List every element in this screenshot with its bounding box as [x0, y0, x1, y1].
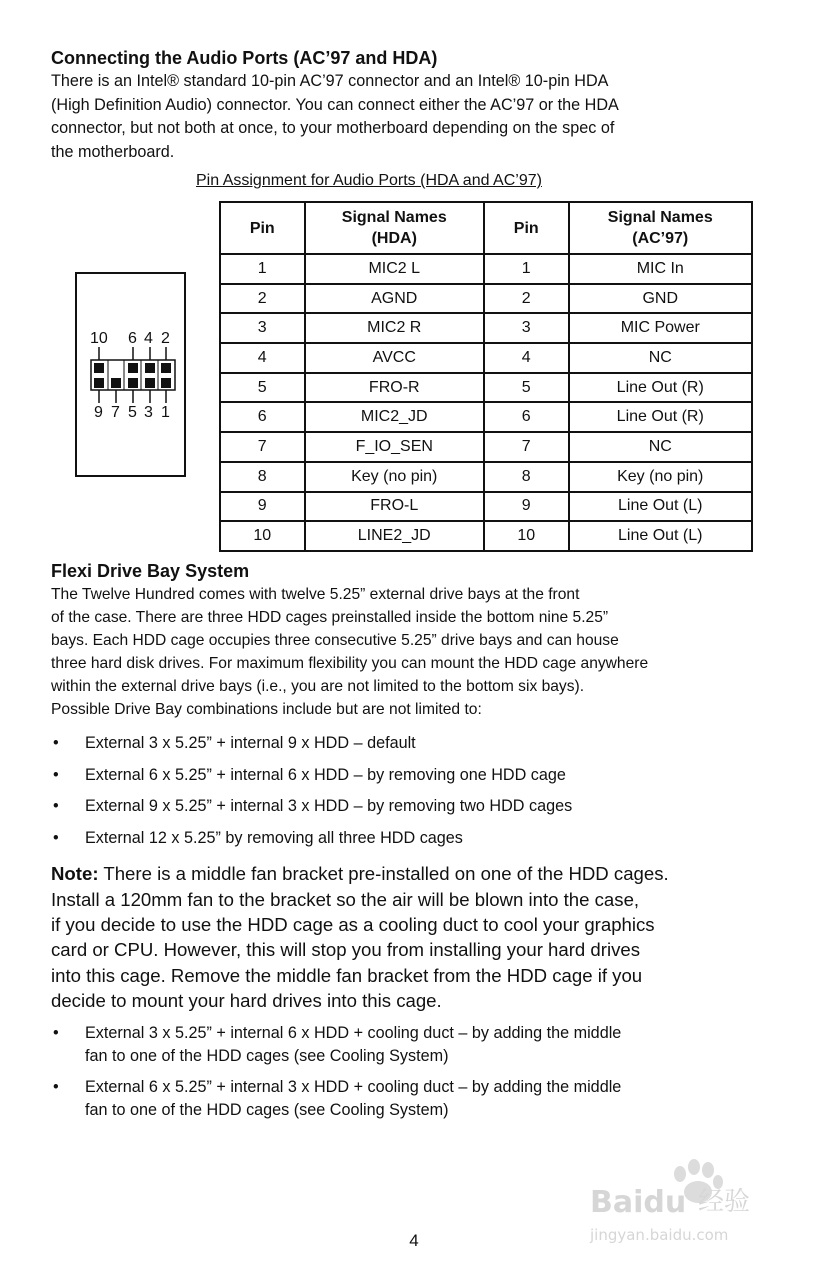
audio-paragraph — [51, 70, 776, 164]
note-line-1: There is a middle fan bracket pre-installed on one of the HDD cages. — [98, 863, 669, 885]
cell-signal-ac97: Key (no pin) — [569, 462, 753, 492]
header-signal-ac97: Signal Names (AC’97) — [569, 202, 753, 254]
pin-assignment-table — [219, 201, 753, 552]
table-row — [220, 313, 752, 343]
list-item — [51, 728, 781, 760]
bullet-text: fan to one of the HDD cages (see Cooling System) — [85, 1046, 449, 1065]
cell-pin-hda: 10 — [220, 521, 305, 551]
pin-6 — [128, 363, 138, 373]
cell-pin-ac97: 1 — [484, 254, 569, 284]
table-caption: Pin Assignment for Audio Ports (HDA and AC’97) — [196, 172, 542, 189]
cell-pin-ac97: 9 — [484, 492, 569, 522]
pin-label-1: 1 — [161, 404, 170, 421]
bullet-text: External 3 x 5.25” + internal 9 x HDD – default — [85, 734, 416, 752]
table-row — [220, 402, 752, 432]
pin-2 — [161, 363, 171, 373]
bullet-glyph: • — [53, 828, 59, 847]
pin-10 — [94, 363, 104, 373]
flexi-section — [51, 559, 781, 1121]
cell-pin-hda: 7 — [220, 432, 305, 462]
cell-pin-hda: 2 — [220, 284, 305, 314]
cell-signal-ac97: NC — [569, 432, 753, 462]
list-item — [51, 823, 781, 855]
table-row — [220, 343, 752, 373]
table-header-row — [220, 202, 752, 254]
flexi-line-6: Possible Drive Bay combinations include but are not limited to: — [51, 701, 482, 718]
cell-signal-ac97: MIC In — [569, 254, 753, 284]
bullet-text: External 6 x 5.25” + internal 6 x HDD – by removing one HDD cage — [85, 765, 566, 784]
flexi-line-5: within the external drive bays (i.e., you are not limited to the bottom six bays). — [51, 678, 585, 695]
pin-5 — [128, 378, 138, 388]
flexi-line-2: of the case. There are three HDD cages preinstalled inside the bottom nine 5.25” — [51, 609, 609, 626]
audio-line-2: (High Definition Audio) connector. You can connect either the AC’97 or the HDA — [51, 95, 619, 114]
cell-signal-ac97: Line Out (R) — [569, 373, 753, 403]
connector-diagram — [75, 272, 186, 477]
page-number: 4 — [409, 1231, 419, 1250]
pin-3 — [145, 378, 155, 388]
bullet-glyph: • — [53, 734, 59, 752]
table-row — [220, 521, 752, 551]
cell-pin-ac97: 10 — [484, 521, 569, 551]
cell-pin-hda: 4 — [220, 343, 305, 373]
table-row — [220, 492, 752, 522]
bullet-glyph: • — [53, 797, 59, 816]
watermark-url: jingyan.baidu.com — [590, 1226, 729, 1244]
note-line-4: card or CPU. However, this will stop you from installing your hard drives — [51, 939, 641, 961]
bullet-text: fan to one of the HDD cages (see Cooling System) — [85, 1100, 449, 1119]
cell-signal-hda: MIC2_JD — [305, 402, 484, 432]
cell-signal-hda: MIC2 R — [305, 313, 484, 343]
header-signal-hda: Signal Names (HDA) — [305, 202, 484, 254]
cell-pin-hda: 9 — [220, 492, 305, 522]
pin-7 — [111, 378, 121, 388]
cell-signal-ac97: GND — [569, 284, 753, 314]
audio-section — [51, 46, 776, 164]
bullet-glyph: • — [53, 1024, 59, 1043]
bullet-text: External 3 x 5.25” + internal 6 x HDD + cooling duct – by adding the middle — [85, 1024, 622, 1043]
list-item — [51, 760, 781, 792]
note-line-2: Install a 120mm fan to the bracket so the air will be blown into the case, — [51, 888, 640, 910]
cell-pin-hda: 3 — [220, 313, 305, 343]
cell-signal-hda: F_IO_SEN — [305, 432, 484, 462]
drive-bay-list — [51, 728, 781, 854]
note-line-6: decide to mount your hard drives into this cage. — [51, 989, 442, 1011]
note-label: Note: — [51, 863, 99, 885]
cell-pin-hda: 1 — [220, 254, 305, 284]
list-item — [51, 1022, 781, 1067]
pin-label-9: 9 — [94, 404, 103, 421]
pin-label-3: 3 — [144, 404, 153, 421]
audio-line-3: connector, but not both at once, to your motherboard depending on the spec of — [51, 119, 615, 137]
pin-label-5: 5 — [128, 404, 137, 421]
cell-pin-ac97: 5 — [484, 373, 569, 403]
cell-pin-ac97: 3 — [484, 313, 569, 343]
audio-line-1: There is an Intel® standard 10-pin AC’97 connector and an Intel® 10-pin HDA — [51, 72, 609, 90]
bullet-glyph: • — [53, 765, 59, 784]
cell-signal-hda: LINE2_JD — [305, 521, 484, 551]
table-row — [220, 373, 752, 403]
audio-heading: Connecting the Audio Ports (AC’97 and HDA) — [51, 48, 438, 68]
cell-signal-ac97: Line Out (L) — [569, 492, 753, 522]
cell-signal-hda: AGND — [305, 284, 484, 314]
cell-signal-ac97: MIC Power — [569, 313, 753, 343]
bullet-glyph: • — [53, 1078, 59, 1097]
cell-pin-hda: 5 — [220, 373, 305, 403]
header-pin-hda: Pin — [220, 202, 305, 254]
audio-line-4: the motherboard. — [51, 142, 175, 161]
watermark-brand: Baidu — [590, 1185, 687, 1220]
table-row — [220, 462, 752, 492]
flexi-line-3: bays. Each HDD cage occupies three consecutive 5.25” drive bays and can house — [51, 632, 619, 649]
pin-label-4: 4 — [144, 330, 153, 347]
pin-label-6: 6 — [128, 330, 137, 347]
flexi-line-1: The Twelve Hundred comes with twelve 5.25” external drive bays at the front — [51, 586, 580, 603]
flexi-paragraph — [51, 583, 781, 721]
pin-label-7: 7 — [111, 404, 120, 421]
cell-pin-ac97: 2 — [484, 284, 569, 314]
note-paragraph — [51, 861, 781, 1013]
bullet-text: External 6 x 5.25” + internal 3 x HDD + cooling duct – by adding the middle — [85, 1078, 622, 1097]
watermark-suffix: 经验 — [698, 1187, 751, 1217]
cooling-duct-list — [51, 1022, 781, 1121]
cell-signal-hda: AVCC — [305, 343, 484, 373]
note-line-5: into this cage. Remove the middle fan bracket from the HDD cage if you — [51, 964, 643, 986]
table-row — [220, 432, 752, 462]
cell-pin-ac97: 6 — [484, 402, 569, 432]
cell-signal-hda: Key (no pin) — [305, 462, 484, 492]
pin-9 — [94, 378, 104, 388]
flexi-line-4: three hard disk drives. For maximum flexibility you can mount the HDD cage anywhere — [51, 655, 649, 672]
cell-pin-ac97: 8 — [484, 462, 569, 492]
pin-1 — [161, 378, 171, 388]
pin-label-10: 10 — [90, 330, 108, 347]
cell-pin-ac97: 7 — [484, 432, 569, 462]
cell-signal-ac97: Line Out (L) — [569, 521, 753, 551]
table-row — [220, 284, 752, 314]
bullet-text: External 12 x 5.25” by removing all three HDD cages — [85, 828, 463, 847]
cell-signal-ac97: NC — [569, 343, 753, 373]
cell-pin-hda: 8 — [220, 462, 305, 492]
header-pin-ac97: Pin — [484, 202, 569, 254]
pin-header-drawing — [77, 274, 184, 475]
table-row — [220, 254, 752, 284]
note-line-3: if you decide to use the HDD cage as a cooling duct to cool your graphics — [51, 913, 655, 935]
cell-signal-hda: FRO-L — [305, 492, 484, 522]
list-item — [51, 791, 781, 823]
cell-pin-ac97: 4 — [484, 343, 569, 373]
flexi-heading: Flexi Drive Bay System — [51, 561, 250, 581]
list-item — [51, 1076, 781, 1121]
cell-signal-hda: FRO-R — [305, 373, 484, 403]
cell-signal-hda: MIC2 L — [305, 254, 484, 284]
bullet-text: External 9 x 5.25” + internal 3 x HDD – by removing two HDD cages — [85, 797, 573, 816]
cell-pin-hda: 6 — [220, 402, 305, 432]
pin-4 — [145, 363, 155, 373]
pin-label-2: 2 — [161, 330, 170, 347]
cell-signal-ac97: Line Out (R) — [569, 402, 753, 432]
